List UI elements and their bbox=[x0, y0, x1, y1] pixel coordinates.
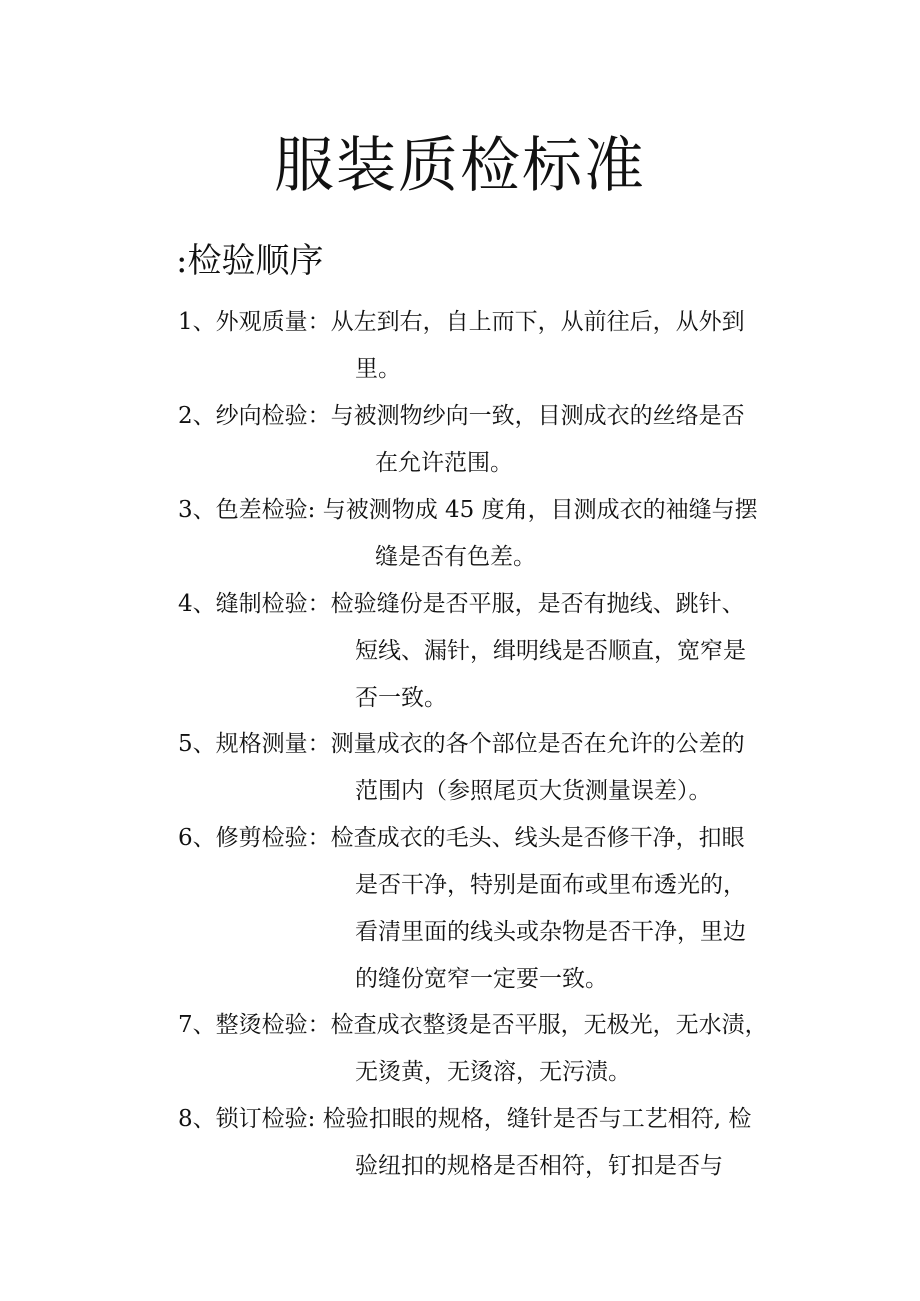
list-item-first-line bbox=[178, 490, 818, 537]
list-item-continuation: 在允许范围。 bbox=[375, 450, 513, 476]
list-item-continuation: 是否干净，特别是面布或里布透光的， bbox=[355, 872, 746, 898]
list-item-5 bbox=[178, 724, 818, 818]
list-item-continuation: 看清里面的线头或杂物是否干净，里边 bbox=[355, 919, 746, 945]
list-item-8 bbox=[178, 1099, 818, 1193]
list-item-continuation: 否一致。 bbox=[355, 685, 447, 711]
list-item-continuation: 验纽扣的规格是否相符，钉扣是否与 bbox=[355, 1153, 723, 1179]
list-item-continuation: 缝是否有色差。 bbox=[375, 544, 536, 570]
list-item-text: 检查成衣整烫是否平服，无极光，无水渍， bbox=[330, 1012, 768, 1038]
list-item-first-line bbox=[178, 584, 818, 631]
list-item-label: 3、色差检验: bbox=[178, 497, 316, 523]
list-item-first-line bbox=[178, 1005, 818, 1052]
list-item-text: 检查成衣的毛头、线头是否修干净，扣眼 bbox=[330, 825, 745, 851]
list-item-7 bbox=[178, 1005, 818, 1099]
list-item-text: 测量成衣的各个部位是否在允许的公差的 bbox=[330, 731, 745, 757]
list-item-label: 2、纱向检验： bbox=[178, 403, 331, 429]
section-heading: :检验顺序 bbox=[176, 241, 324, 281]
list-item-6 bbox=[178, 818, 818, 1006]
list-item-continuation: 短线、漏针，缉明线是否顺直，宽窄是 bbox=[355, 638, 746, 664]
list-item-label: 1、外观质量： bbox=[178, 309, 331, 335]
list-item-1 bbox=[178, 302, 818, 396]
list-item-3 bbox=[178, 490, 818, 584]
list-item-continuation: 的缝份宽窄一定要一致。 bbox=[355, 966, 608, 992]
list-item-text: 与被测物纱向一致，目测成衣的丝络是否 bbox=[330, 403, 745, 429]
list-item-first-line bbox=[178, 1099, 818, 1146]
document-title: 服装质检标准 bbox=[274, 131, 646, 201]
list-item-first-line bbox=[178, 724, 818, 771]
list-item-4 bbox=[178, 584, 818, 725]
list-item-continuation: 无烫黄，无烫溶，无污渍。 bbox=[355, 1059, 631, 1085]
list-item-label: 7、整烫检验： bbox=[178, 1012, 331, 1038]
list-item-label: 8、锁订检验: bbox=[178, 1106, 316, 1132]
list-item-text: 检验缝份是否平服，是否有抛线、跳针、 bbox=[330, 591, 745, 617]
list-item-first-line bbox=[178, 302, 818, 349]
list-item-text: 从左到右，自上而下，从前往后，从外到 bbox=[330, 309, 745, 335]
list-item-continuation: 范围内（参照尾页大货测量误差）。 bbox=[355, 778, 712, 804]
list-item-first-line bbox=[178, 396, 818, 443]
list-item-label: 5、规格测量： bbox=[178, 731, 331, 757]
list-item-first-line bbox=[178, 818, 818, 865]
list-item-2 bbox=[178, 396, 818, 490]
list-item-label: 6、修剪检验： bbox=[178, 825, 331, 851]
list-item-text: 与被测物成 45 度角，目测成衣的袖缝与摆 bbox=[315, 497, 758, 523]
list-item-label: 4、缝制检验： bbox=[178, 591, 331, 617]
list-item-text: 检验扣眼的规格，缝针是否与工艺相符, 检 bbox=[315, 1106, 752, 1132]
list-item-continuation: 里。 bbox=[355, 356, 401, 382]
